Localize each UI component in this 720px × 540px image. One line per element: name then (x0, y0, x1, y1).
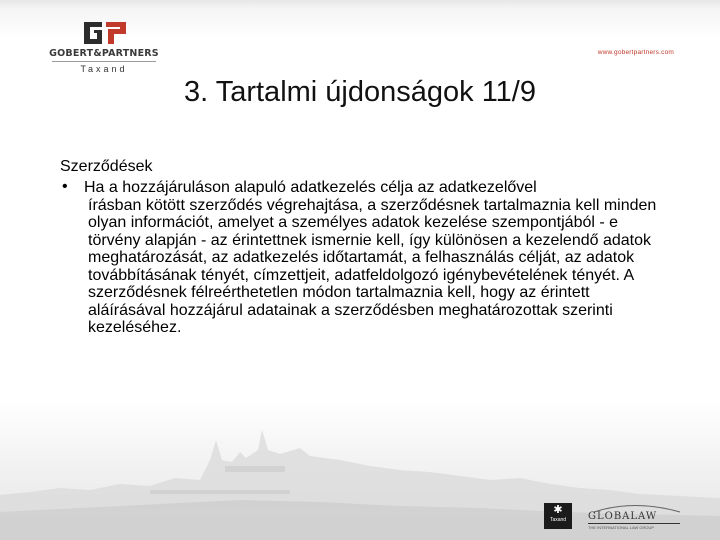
globalaw-name: GLOBALAW (588, 511, 658, 522)
taxand-logo (544, 503, 572, 529)
section-heading: Szerződések (60, 158, 153, 175)
footer-logos (544, 503, 684, 529)
logo-divider (52, 61, 156, 62)
bullet-marker: • (62, 178, 68, 195)
logo-name: GOBERT&PARTNERS (49, 48, 159, 59)
globalaw-logo (584, 503, 684, 529)
taxand-star-icon: ✱ (553, 504, 563, 516)
bullet-item (60, 177, 670, 337)
taxand-label: Taxand (549, 517, 567, 523)
bullet-text-continuation: írásban kötött szerződés végrehajtása, a szerződésnek tartalmaznia kell minden olyan információt, amelyet a személyes adatok kezelése szempontjából - e törvény alapján - az érintettnek ismernie kell, így különösen a kezelendő adatok meghatározását, az adatkezelés időtartamát, a felhasználás célját, az adatok továbbításának tényét, címzettjeit, adatfeldolgozó igénybevételének tényét. A szerződésnek félreérthetetlen módon tartalmaznia kell, hogy az érintett aláírásával hozzájárul adatainak a szerződésben meghatározottak szerinti kezeléséhez. (88, 196, 657, 336)
globalaw-tagline: THE INTERNATIONAL LAW GROUP (588, 523, 680, 530)
logo-subtitle: Taxand (80, 64, 128, 74)
gobert-partners-logo (42, 20, 166, 76)
slide-title: 3. Tartalmi újdonságok 11/9 (184, 76, 536, 108)
slide-content (60, 157, 670, 337)
website-url[interactable]: www.gobertpartners.com (597, 49, 674, 56)
bullet-text (84, 177, 670, 337)
bullet-text-first-line: Ha a hozzájáruláson alapuló adatkezelés célja az adatkezelővel (84, 179, 537, 196)
gp-logo-mark-icon (82, 20, 128, 46)
